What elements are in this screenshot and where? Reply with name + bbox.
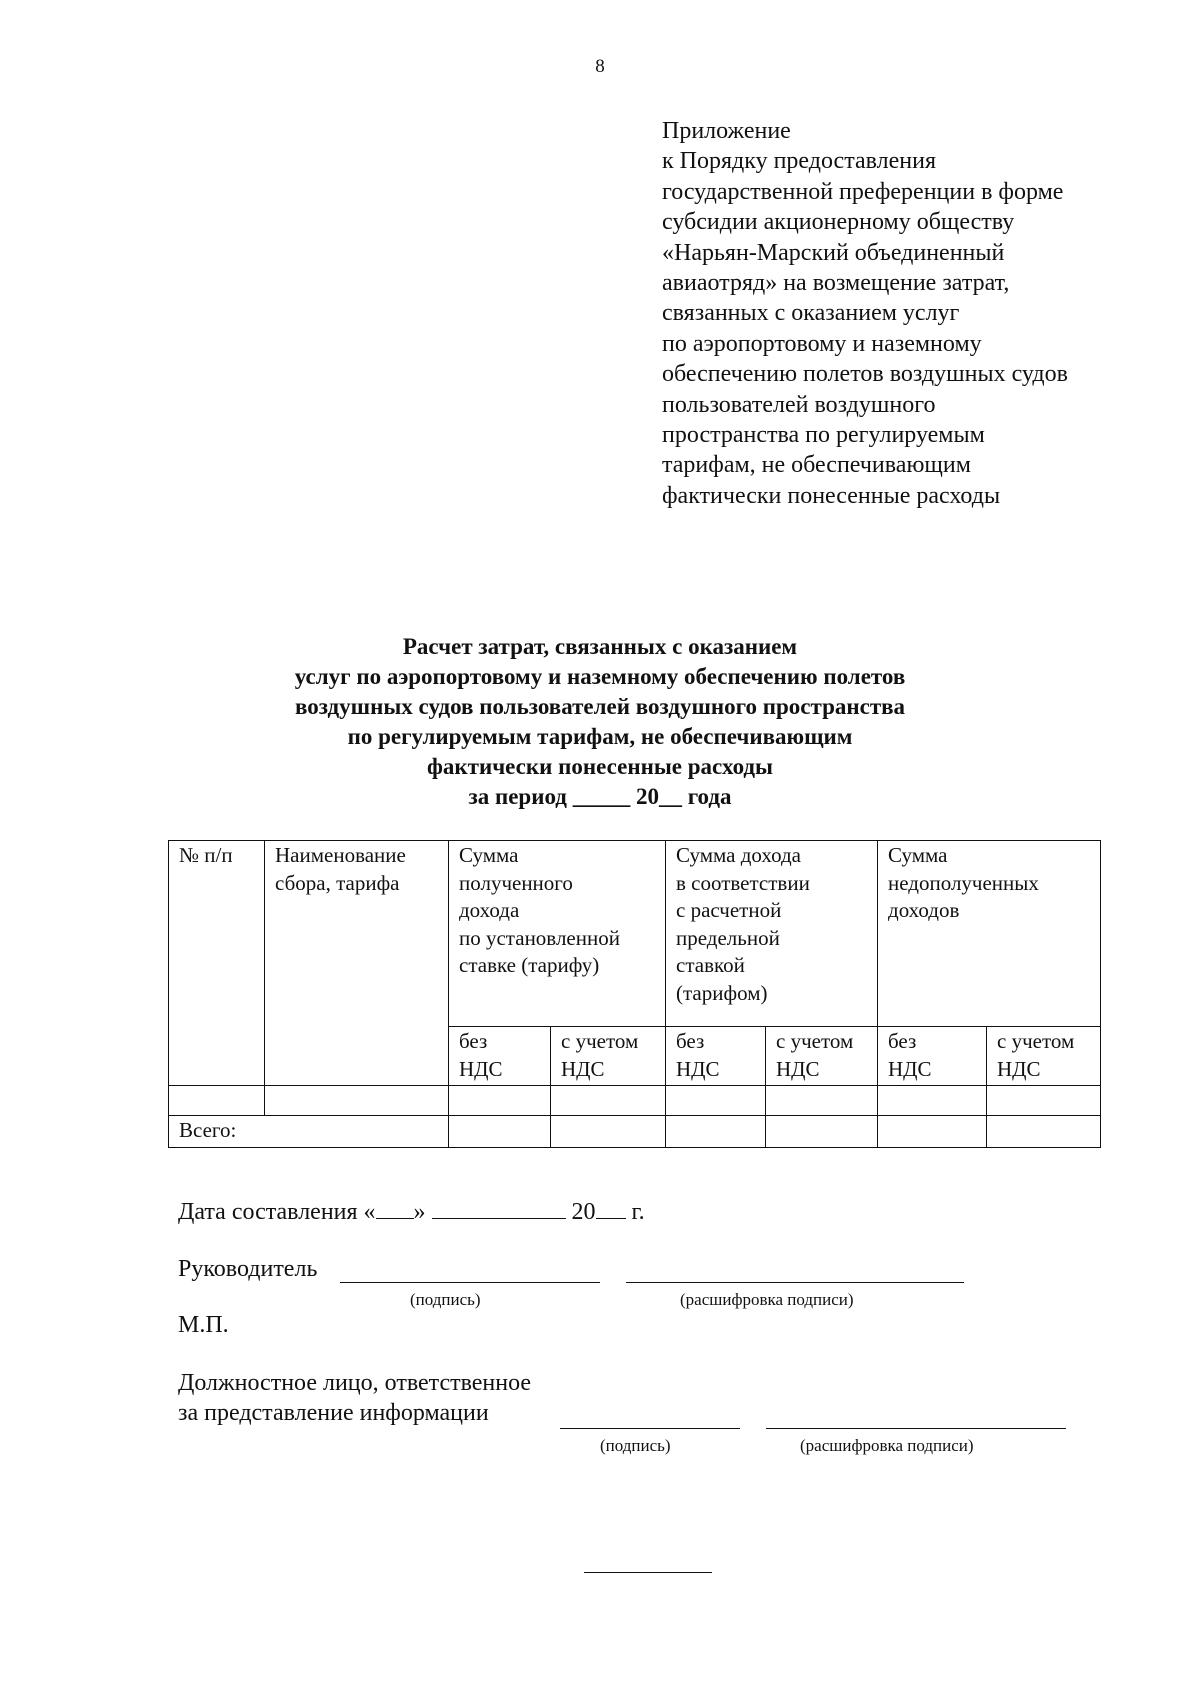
caption-decoding: (расшифровка подписи) <box>800 1436 974 1455</box>
appendix-line: Приложение <box>662 118 791 144</box>
appendix-line: пространства по регулируемым <box>662 422 985 449</box>
sub-without-vat: без НДС <box>878 1027 987 1086</box>
table-cell[interactable] <box>878 1086 987 1116</box>
title-line: за период _____ 20__ года <box>468 784 732 809</box>
appendix-line: к Порядку предоставления <box>662 148 937 175</box>
table-cell[interactable] <box>766 1086 878 1116</box>
date-suffix: г. <box>631 1199 645 1225</box>
date-day-field[interactable] <box>376 1196 414 1219</box>
table-cell[interactable] <box>449 1086 551 1116</box>
title-line: по регулируемым тарифам, не обеспечивающим <box>347 724 853 749</box>
table-cell[interactable] <box>551 1116 666 1148</box>
sub-with-vat: с учетом НДС <box>987 1027 1101 1086</box>
title-line: услуг по аэропортовому и наземному обеспечению полетов <box>294 664 906 689</box>
table-header-row <box>169 841 1101 1027</box>
table-cell[interactable] <box>666 1116 766 1148</box>
closing-rule <box>584 1572 712 1573</box>
title-line: Расчет затрат, связанных с оказанием <box>402 634 798 659</box>
appendix-line: «Нарьян-Марский объединенный <box>662 239 1005 266</box>
sub-without-vat: без НДС <box>666 1027 766 1086</box>
caption-signature: (подпись) <box>600 1436 671 1455</box>
cost-calculation-table <box>168 840 1101 1148</box>
title-line: воздушных судов пользователей воздушного пространства <box>294 694 906 719</box>
appendix-line: обеспечению полетов воздушных судов <box>662 361 1068 388</box>
header-shortfall: Сумма недополученных доходов <box>878 841 1101 1027</box>
table-cell[interactable] <box>987 1086 1101 1116</box>
appendix-line: тарифам, не обеспечивающим <box>662 452 971 479</box>
table-row <box>169 1086 1101 1116</box>
date-label: Дата составления « <box>178 1199 376 1225</box>
table-cell[interactable] <box>265 1086 449 1116</box>
table-cell[interactable] <box>169 1086 265 1116</box>
header-name: Наименование сбора, тарифа <box>265 841 449 1086</box>
date-quote-close: » <box>413 1199 426 1225</box>
appendix-line: связанных с оказанием услуг <box>662 300 960 327</box>
total-label: Всего: <box>169 1116 449 1148</box>
date-year-field[interactable] <box>596 1196 626 1219</box>
appendix-line: государственной преференции в форме <box>662 178 1064 205</box>
page-number: 8 <box>595 56 605 77</box>
sub-with-vat: с учетом НДС <box>551 1027 666 1086</box>
sub-without-vat: без НДС <box>449 1027 551 1086</box>
appendix-line: авиаотряд» на возмещение затрат, <box>662 270 1010 297</box>
caption-signature: (подпись) <box>410 1290 481 1309</box>
table-cell[interactable] <box>449 1116 551 1148</box>
official-label-line2: за представление информации <box>178 1400 489 1426</box>
official-signature-field[interactable] <box>560 1428 740 1429</box>
caption-decoding: (расшифровка подписи) <box>680 1290 854 1309</box>
appendix-line: пользователей воздушного <box>662 391 936 418</box>
sub-with-vat: с учетом НДС <box>766 1027 878 1086</box>
date-line <box>178 1196 645 1226</box>
header-num: № п/п <box>169 841 265 1086</box>
head-label: Руководитель <box>178 1256 318 1282</box>
document-title <box>0 632 1200 812</box>
table-cell[interactable] <box>987 1116 1101 1148</box>
head-decoding-field[interactable] <box>626 1282 964 1283</box>
official-label-line1: Должностное лицо, ответственное <box>178 1370 532 1396</box>
date-month-field[interactable] <box>432 1196 566 1219</box>
appendix-line: субсидии акционерному обществу <box>662 209 1015 236</box>
header-calculated: Сумма дохода в соответствии с расчетной предельной ставкой (тарифом) <box>666 841 878 1027</box>
head-signature-field[interactable] <box>340 1282 600 1283</box>
table-cell[interactable] <box>666 1086 766 1116</box>
stamp-label: М.П. <box>178 1312 229 1338</box>
table-cell[interactable] <box>551 1086 666 1116</box>
appendix-line: по аэропортовому и наземному <box>662 330 982 357</box>
date-year-prefix: 20 <box>571 1199 596 1225</box>
table-cell[interactable] <box>766 1116 878 1148</box>
appendix-note <box>662 116 1162 511</box>
header-received: Сумма полученного дохода по установленной ставке (тарифу) <box>449 841 666 1027</box>
table-cell[interactable] <box>878 1116 987 1148</box>
total-row <box>169 1116 1101 1148</box>
appendix-line: фактически понесенные расходы <box>662 482 1001 509</box>
title-line: фактически понесенные расходы <box>427 754 773 779</box>
official-decoding-field[interactable] <box>766 1428 1066 1429</box>
